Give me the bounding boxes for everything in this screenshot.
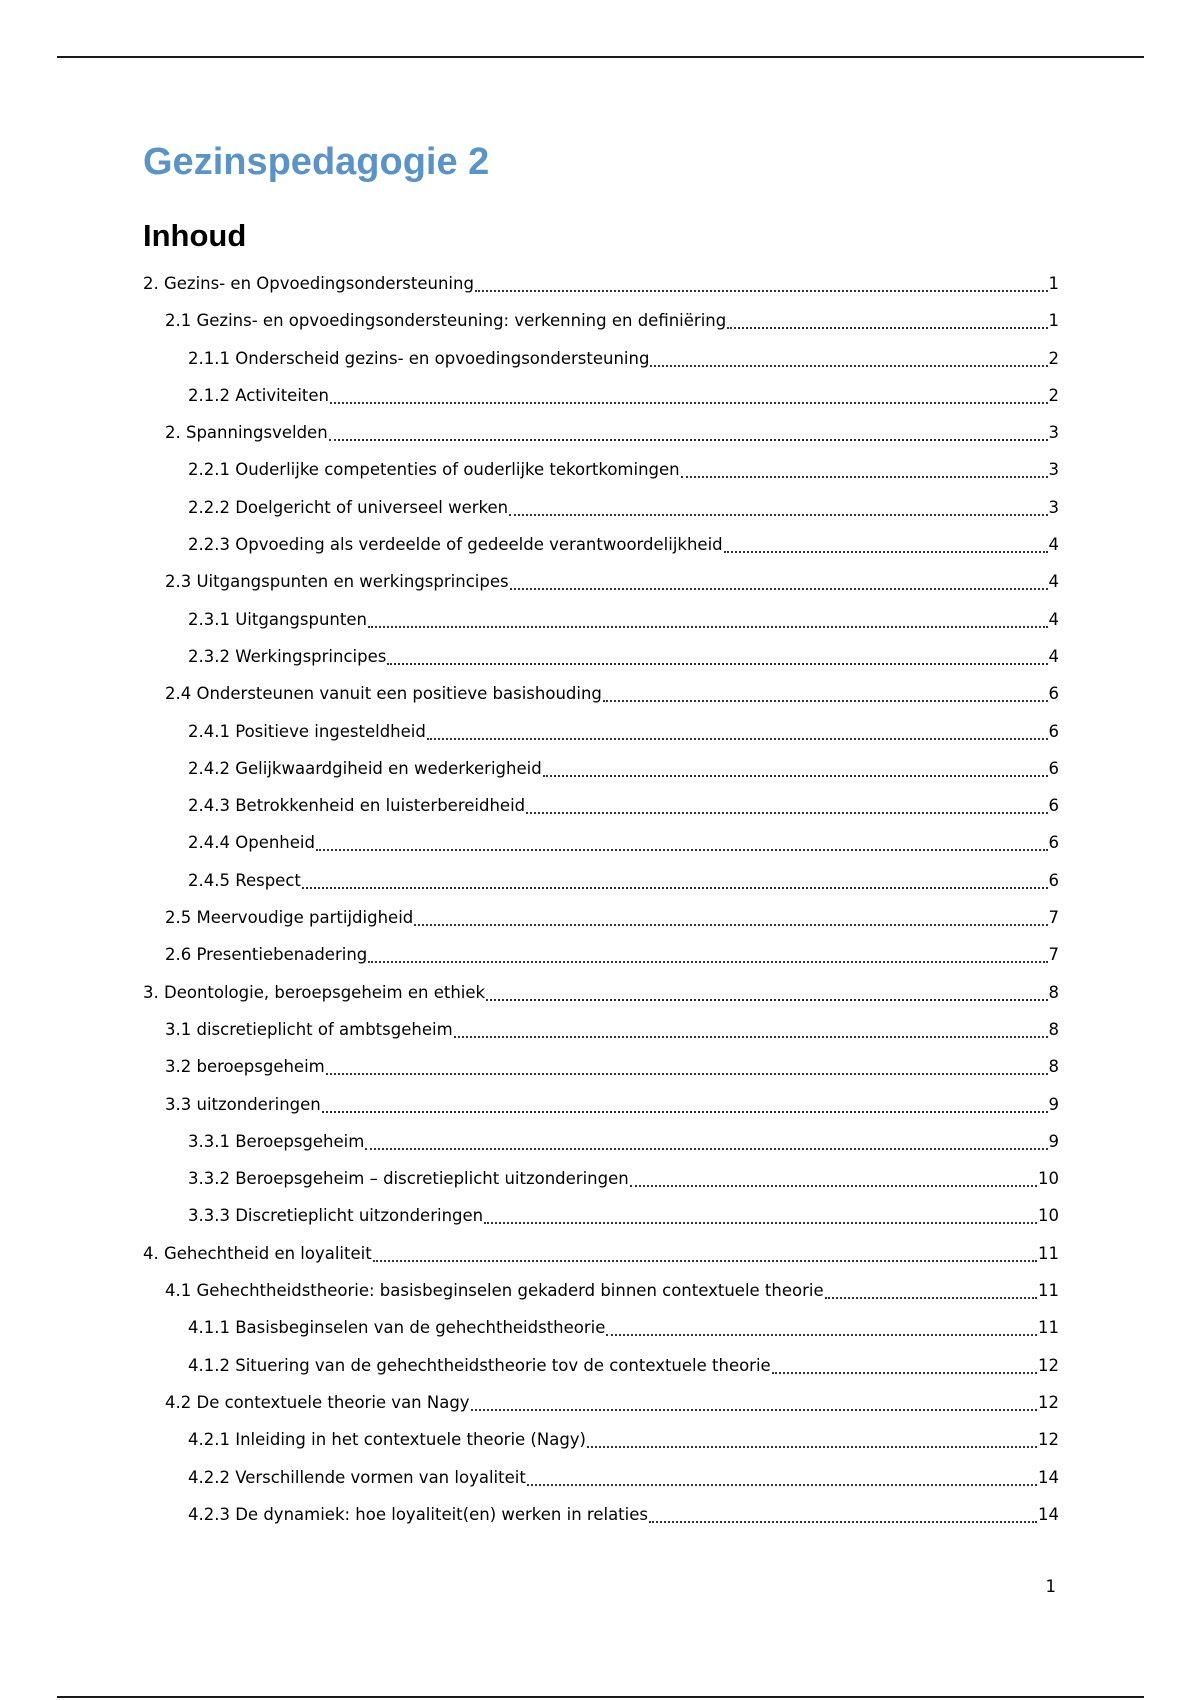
toc-dot-leader bbox=[322, 1091, 1048, 1113]
toc-entry-title: 2.4.5 Respect bbox=[188, 870, 301, 890]
toc-entry-page: 9 bbox=[1048, 1131, 1059, 1151]
toc-dot-leader bbox=[724, 531, 1048, 553]
toc-entry[interactable] bbox=[143, 419, 1059, 456]
page-number: 1 bbox=[1045, 1577, 1056, 1596]
toc-entry-title: 4.2.1 Inleiding in het contextuele theorie (Nagy) bbox=[188, 1430, 586, 1450]
toc-entry[interactable] bbox=[143, 1016, 1059, 1053]
toc-dot-leader bbox=[387, 643, 1047, 665]
toc-entry-title: 2.2.3 Opvoeding als verdeelde of gedeelde verantwoordelijkheid bbox=[188, 535, 723, 555]
toc-entry-page: 8 bbox=[1048, 1019, 1059, 1039]
toc-entry[interactable] bbox=[143, 568, 1059, 605]
toc-entry-page: 12 bbox=[1038, 1430, 1059, 1450]
toc-dot-leader bbox=[772, 1352, 1037, 1374]
toc-dot-leader bbox=[316, 829, 1048, 851]
toc-entry-page: 11 bbox=[1038, 1318, 1059, 1338]
toc-entry[interactable] bbox=[143, 1240, 1059, 1277]
toc-entry-title: 2.2.2 Doelgericht of universeel werken bbox=[188, 497, 509, 517]
toc-entry-page: 3 bbox=[1048, 423, 1059, 443]
toc-entry-title: 3.2 beroepsgeheim bbox=[165, 1057, 325, 1077]
toc-entry-title: 2.4 Ondersteunen vanuit een positieve basishouding bbox=[165, 684, 602, 704]
toc-entry[interactable] bbox=[143, 531, 1059, 568]
toc-entry[interactable] bbox=[143, 382, 1059, 419]
toc-dot-leader bbox=[649, 1501, 1037, 1523]
toc-entry[interactable] bbox=[143, 270, 1059, 307]
toc-entry-title: 2.4.4 Openheid bbox=[188, 833, 315, 853]
toc-entry[interactable] bbox=[143, 494, 1059, 531]
toc-entry-page: 11 bbox=[1038, 1243, 1059, 1263]
toc-dot-leader bbox=[454, 1016, 1048, 1038]
toc-entry-title: 4.1.1 Basisbeginselen van de gehechtheidstheorie bbox=[188, 1318, 606, 1338]
toc-entry[interactable] bbox=[143, 941, 1059, 978]
toc-entry-page: 2 bbox=[1048, 348, 1059, 368]
toc-dot-leader bbox=[587, 1426, 1037, 1448]
toc-entry-page: 9 bbox=[1048, 1094, 1059, 1114]
toc-entry-page: 6 bbox=[1048, 833, 1059, 853]
toc-entry-title: 3. Deontologie, beroepsgeheim en ethiek bbox=[143, 982, 486, 1002]
toc-entry-page: 12 bbox=[1038, 1355, 1059, 1375]
toc-entry-page: 6 bbox=[1048, 758, 1059, 778]
toc-entry-page: 3 bbox=[1048, 497, 1059, 517]
toc-dot-leader bbox=[484, 1202, 1037, 1224]
toc-entry-title: 2.5 Meervoudige partijdigheid bbox=[165, 908, 414, 928]
toc-entry-page: 4 bbox=[1048, 572, 1059, 592]
toc-entry[interactable] bbox=[143, 1464, 1059, 1501]
toc-entry-page: 8 bbox=[1048, 982, 1059, 1002]
toc-entry-title: 2.6 Presentiebenadering bbox=[165, 945, 368, 965]
toc-entry[interactable] bbox=[143, 1352, 1059, 1389]
document-title: Gezinspedagogie 2 bbox=[143, 141, 490, 183]
toc-entry-page: 4 bbox=[1048, 609, 1059, 629]
toc-entry-title: 3.3.2 Beroepsgeheim – discretieplicht uitzonderingen bbox=[188, 1169, 629, 1189]
toc-entry[interactable] bbox=[143, 345, 1059, 382]
toc-entry[interactable] bbox=[143, 792, 1059, 829]
toc-entry-title: 2.2.1 Ouderlijke competenties of ouderlijke tekortkomingen bbox=[188, 460, 680, 480]
toc-dot-leader bbox=[825, 1277, 1037, 1299]
toc-dot-leader bbox=[727, 307, 1047, 329]
toc-entry-page: 6 bbox=[1048, 721, 1059, 741]
toc-entry-page: 6 bbox=[1048, 870, 1059, 890]
toc-dot-leader bbox=[681, 456, 1048, 478]
toc-entry[interactable] bbox=[143, 829, 1059, 866]
toc-dot-leader bbox=[509, 494, 1047, 516]
toc-entry-title: 3.1 discretieplicht of ambtsgeheim bbox=[165, 1019, 453, 1039]
toc-entry-page: 1 bbox=[1048, 274, 1059, 293]
toc-entry-title: 2.4.3 Betrokkenheid en luisterbereidheid bbox=[188, 796, 526, 816]
toc-entry[interactable] bbox=[143, 904, 1059, 941]
toc-entry-page: 12 bbox=[1038, 1392, 1059, 1412]
toc-dot-leader bbox=[486, 979, 1047, 1001]
toc-entry-page: 7 bbox=[1048, 945, 1059, 965]
toc-dot-leader bbox=[414, 904, 1047, 926]
toc-entry-page: 10 bbox=[1038, 1169, 1059, 1189]
toc-entry[interactable] bbox=[143, 1389, 1059, 1426]
toc-entry-title: 4.2 De contextuele theorie van Nagy bbox=[165, 1392, 470, 1412]
toc-dot-leader bbox=[302, 867, 1048, 889]
toc-entry-title: 4.1.2 Situering van de gehechtheidstheorie tov de contextuele theorie bbox=[188, 1355, 771, 1375]
toc-entry[interactable] bbox=[143, 755, 1059, 792]
toc-entry[interactable] bbox=[143, 979, 1059, 1016]
toc-entry-title: 4.2.2 Verschillende vormen van loyaliteit bbox=[188, 1467, 526, 1487]
toc-entry-page: 14 bbox=[1038, 1504, 1059, 1524]
toc-dot-leader bbox=[365, 1128, 1047, 1150]
toc-dot-leader bbox=[510, 568, 1048, 590]
toc-entry-title: 2.3.2 Werkingsprincipes bbox=[188, 646, 387, 666]
toc-entry-title: 3.3 uitzonderingen bbox=[165, 1094, 321, 1114]
toc-entry-page: 6 bbox=[1048, 796, 1059, 816]
toc-entry-page: 6 bbox=[1048, 684, 1059, 704]
toc-entry-title: 4.2.3 De dynamiek: hoe loyaliteit(en) werken in relaties bbox=[188, 1504, 648, 1524]
toc-entry-page: 4 bbox=[1048, 535, 1059, 555]
toc-dot-leader bbox=[471, 1389, 1037, 1411]
toc-dot-leader bbox=[329, 419, 1048, 441]
toc-entry[interactable] bbox=[143, 1314, 1059, 1351]
toc-dot-leader bbox=[543, 755, 1048, 777]
toc-entry[interactable] bbox=[143, 1053, 1059, 1090]
toc-entry-title: 2.3 Uitgangspunten en werkingsprincipes bbox=[165, 572, 509, 592]
footer-rule bbox=[57, 1696, 1144, 1698]
toc-entry[interactable] bbox=[143, 1426, 1059, 1463]
toc-entry[interactable] bbox=[143, 643, 1059, 680]
toc-entry[interactable] bbox=[143, 1091, 1059, 1128]
toc-dot-leader bbox=[475, 270, 1048, 292]
toc-entry-title: 2. Spanningsvelden bbox=[165, 423, 328, 443]
toc-dot-leader bbox=[330, 382, 1048, 404]
toc-dot-leader bbox=[606, 1314, 1037, 1336]
toc-entry-title: 2.4.1 Positieve ingesteldheid bbox=[188, 721, 426, 741]
toc-entry-page: 2 bbox=[1048, 385, 1059, 405]
toc-entry[interactable] bbox=[143, 456, 1059, 493]
toc-entry[interactable] bbox=[143, 307, 1059, 344]
toc-entry[interactable] bbox=[143, 680, 1059, 717]
toc-dot-leader bbox=[527, 1464, 1037, 1486]
toc-entry-page: 14 bbox=[1038, 1467, 1059, 1487]
toc-entry[interactable] bbox=[143, 1165, 1059, 1202]
toc-entry[interactable] bbox=[143, 867, 1059, 904]
toc-entry[interactable] bbox=[143, 1202, 1059, 1239]
toc-entry-page: 11 bbox=[1038, 1281, 1059, 1301]
toc-entry-title: 2.1.1 Onderscheid gezins- en opvoedingsondersteuning bbox=[188, 348, 650, 368]
toc-dot-leader bbox=[650, 345, 1047, 367]
toc-entry-title: 2.1.2 Activiteiten bbox=[188, 385, 329, 405]
toc-dot-leader bbox=[326, 1053, 1048, 1075]
toc-entry-page: 8 bbox=[1048, 1057, 1059, 1077]
toc-entry-title: 4. Gehechtheid en loyaliteit bbox=[143, 1243, 372, 1263]
toc-dot-leader bbox=[373, 1240, 1037, 1262]
toc-entry-title: 3.3.1 Beroepsgeheim bbox=[188, 1131, 365, 1151]
toc-entry-page: 7 bbox=[1048, 908, 1059, 928]
toc-entry-title: 4.1 Gehechtheidstheorie: basisbeginselen gekaderd binnen contextuele theorie bbox=[165, 1281, 824, 1301]
toc-entry[interactable] bbox=[143, 606, 1059, 643]
toc-dot-leader bbox=[427, 718, 1048, 740]
toc-dot-leader bbox=[603, 680, 1048, 702]
toc-entry-title: 2. Gezins- en Opvoedingsondersteuning bbox=[143, 274, 474, 293]
header-rule bbox=[57, 56, 1144, 58]
toc-entry-page: 1 bbox=[1048, 311, 1059, 331]
toc-entry[interactable] bbox=[143, 718, 1059, 755]
toc-dot-leader bbox=[368, 606, 1048, 628]
toc-entry-page: 4 bbox=[1048, 646, 1059, 666]
toc-dot-leader bbox=[526, 792, 1047, 814]
toc-heading: Inhoud bbox=[143, 218, 247, 253]
toc-entry-title: 3.3.3 Discretieplicht uitzonderingen bbox=[188, 1206, 484, 1226]
toc-entry[interactable] bbox=[143, 1128, 1059, 1165]
toc-entry-page: 3 bbox=[1048, 460, 1059, 480]
toc-dot-leader bbox=[630, 1165, 1037, 1187]
toc-dot-leader bbox=[368, 941, 1047, 963]
toc-entry[interactable] bbox=[143, 1501, 1059, 1538]
toc-entry-title: 2.1 Gezins- en opvoedingsondersteuning: verkenning en definiëring bbox=[165, 311, 727, 331]
table-of-contents bbox=[143, 270, 1059, 1538]
toc-entry-page: 10 bbox=[1038, 1206, 1059, 1226]
toc-entry-title: 2.4.2 Gelijkwaardgiheid en wederkerigheid bbox=[188, 758, 542, 778]
toc-entry-title: 2.3.1 Uitgangspunten bbox=[188, 609, 367, 629]
toc-entry[interactable] bbox=[143, 1277, 1059, 1314]
